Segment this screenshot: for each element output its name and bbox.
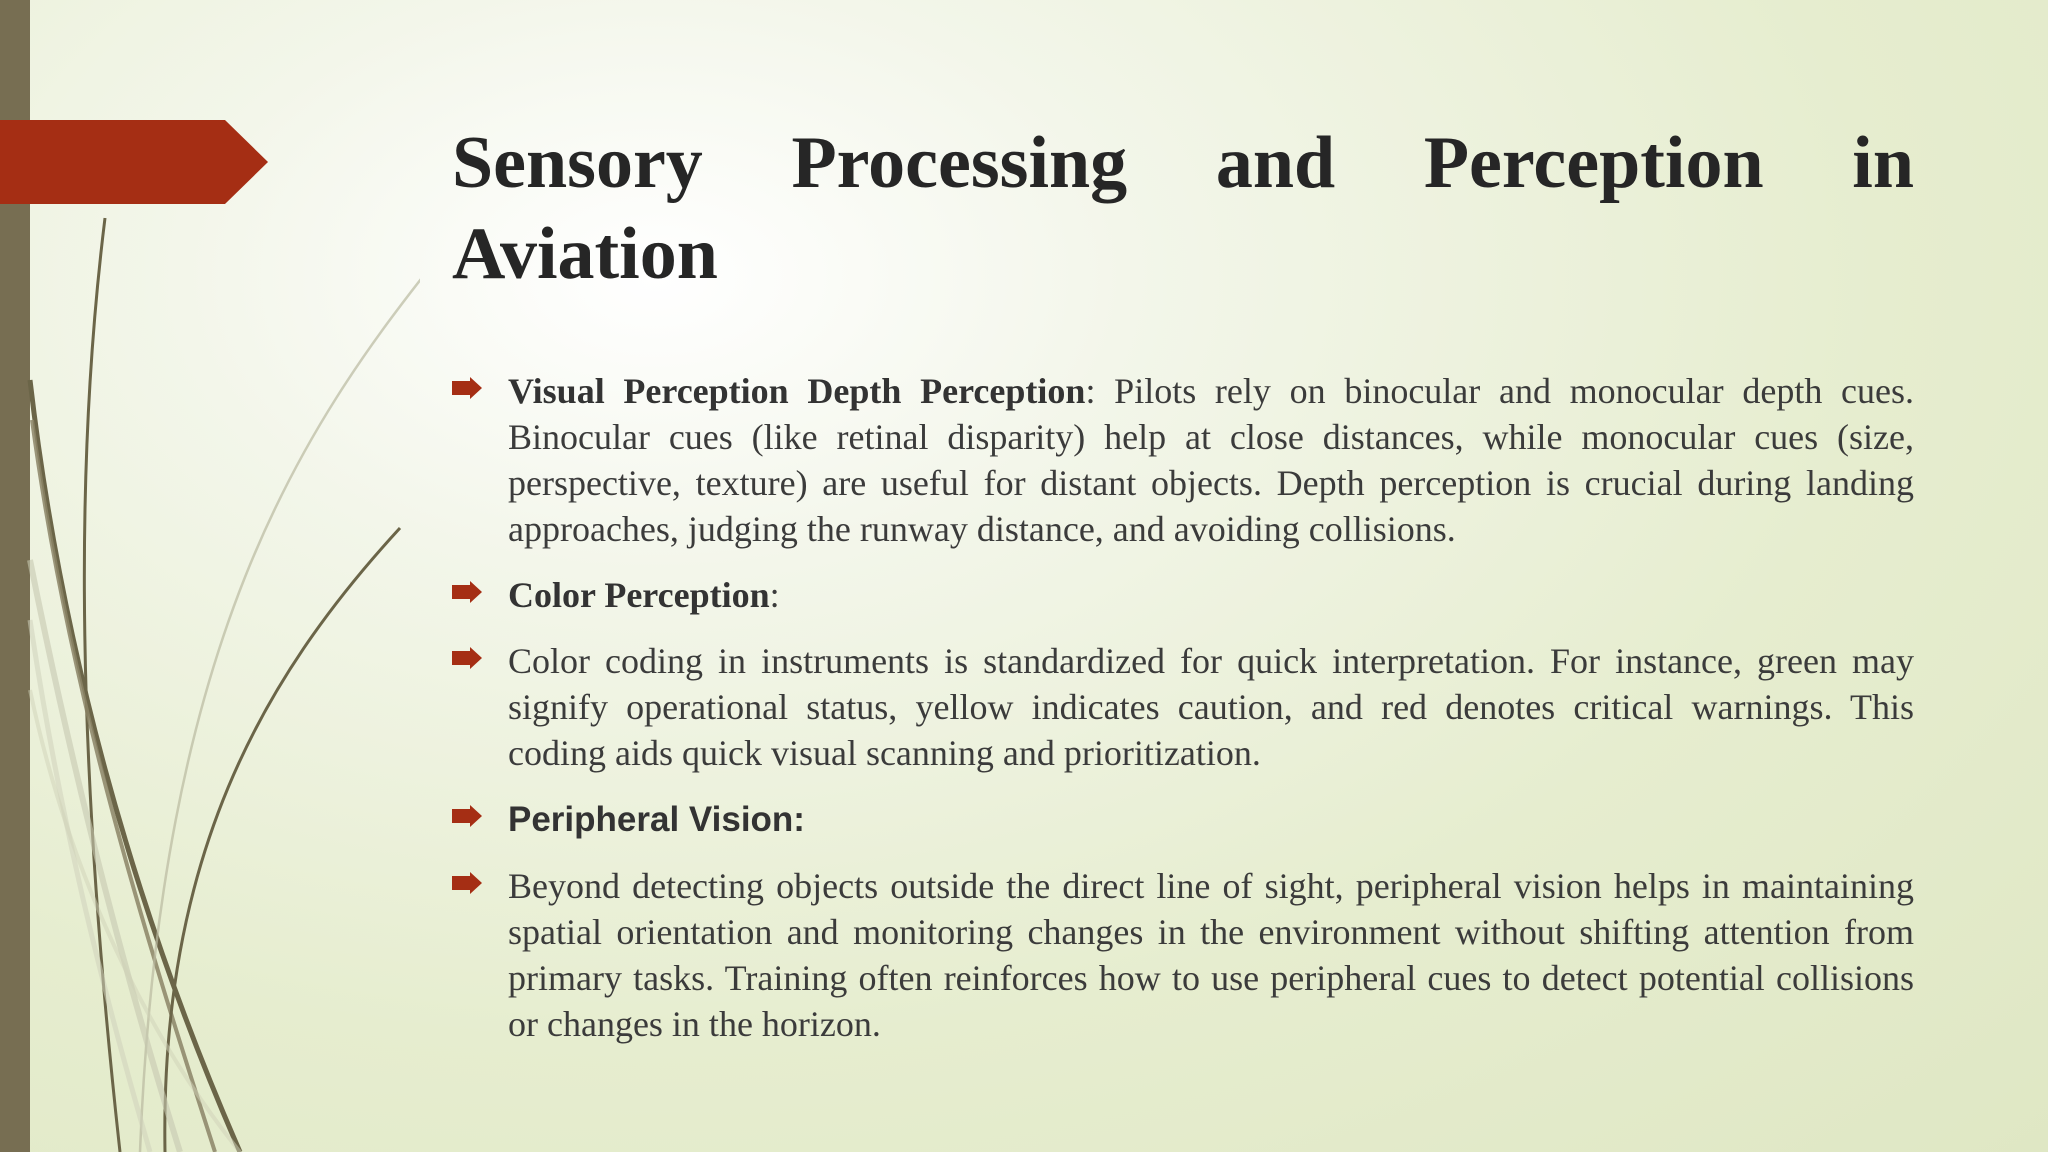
- bullet-text: Color coding in instruments is standardized for quick interpretation. For instance, green may signify operational status, yellow indicates caution, and red denotes critical warnings. This coding aids quick visual scanning and prioritization.: [508, 641, 1914, 773]
- title-arrow-tab: [0, 120, 268, 204]
- arrow-bullet-icon: [452, 872, 482, 894]
- slide-title-line-2: Aviation: [452, 213, 718, 295]
- slide-title: [452, 118, 1914, 300]
- bullet-separator: :: [769, 575, 780, 615]
- bullet-heading: Visual Perception Depth Perception: [508, 371, 1086, 411]
- bullet-peripheral-vision: [452, 796, 1914, 843]
- bullet-peripheral-details: [452, 863, 1914, 1047]
- slide-title-line-1: Sensory Processing and Perception in: [452, 122, 1914, 204]
- bullet-color-perception: [452, 572, 1914, 618]
- bullet-color-coding: [452, 638, 1914, 776]
- arrow-bullet-icon: [452, 377, 482, 399]
- bullet-list: [452, 368, 1914, 1067]
- bullet-text: Beyond detecting objects outside the direct line of sight, peripheral vision helps in maintaining spatial orientation and monitoring changes in the environment without shifting attention from primary tasks. Training often reinforces how to use peripheral cues to detect potential collisions or changes in the horizon.: [508, 866, 1914, 1044]
- arrow-bullet-icon: [452, 647, 482, 669]
- arrow-bullet-icon: [452, 581, 482, 603]
- bullet-separator: :: [1085, 371, 1096, 411]
- bullet-text: Pilots rely on binocular and monocular depth cues. Binocular cues (like retinal disparity) help at close distances, while monocular cues (size, perspective, texture) are useful for distant objects. Depth perception is crucial during landing approaches, judging the runway distance, and avoiding collisions.: [508, 371, 1914, 549]
- bullet-depth-perception: [452, 368, 1914, 552]
- arrow-bullet-icon: [452, 805, 482, 827]
- bullet-heading: Peripheral Vision:: [508, 800, 805, 839]
- bullet-heading: Color Perception: [508, 575, 770, 615]
